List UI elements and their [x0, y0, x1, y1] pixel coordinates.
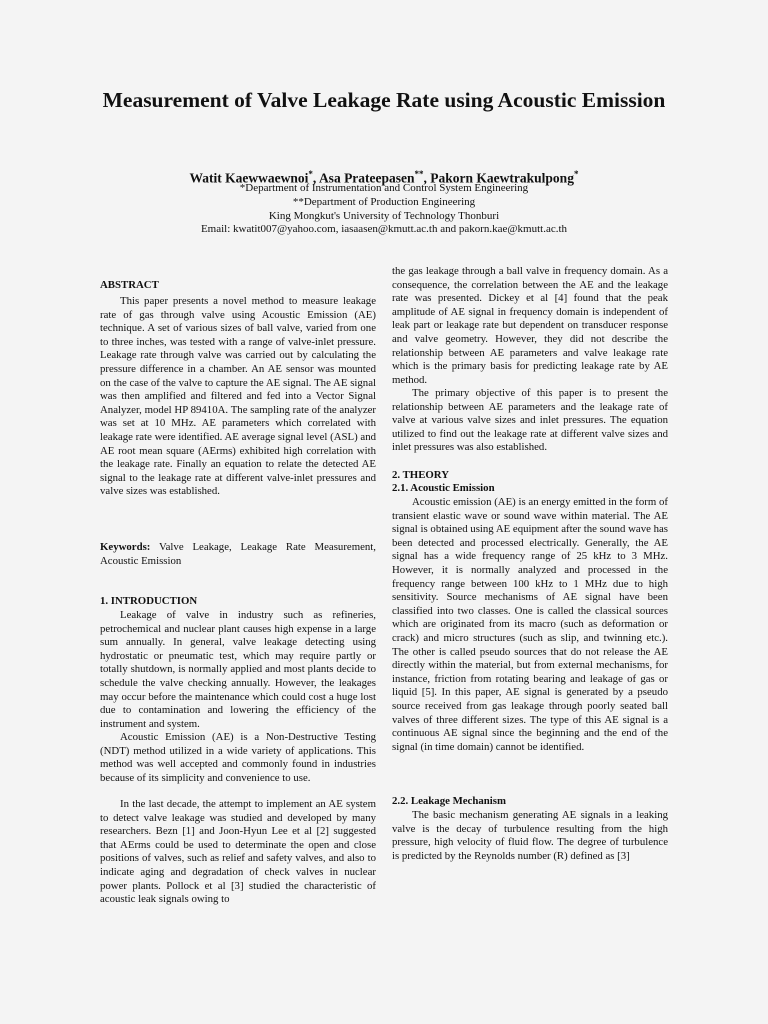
- affiliation-line: *Department of Instrumentation and Control System Engineering: [239, 182, 529, 194]
- affiliation-line: **Department of Production Engineering: [292, 195, 476, 208]
- intro-paragraph-1: Leakage of valve in industry such as refineries, petrochemical and nuclear plant causes high expense in a large sum annually. In general, valve leakage detecting using hydrostatic or pneumatic test, which may require partly or totally shutdown, is normally applied and most plants decide to schedule the valve checking annually. However, the leakages may occur before the maintenance which could cost a huge lost due to contamination and lowering the efficiency of the instrument and system.: [100, 609, 376, 730]
- acoustic-emission-text: Acoustic emission (AE) is an energy emitted in the form of transient elastic wave or sound wave within material. The AE signal is obtained using AE equipment after the sound wave has been detected and processed electrically. Generally, the AE signal has a wide frequency range of 25 kHz to 3 MHz. However, it is normally analyzed and processed in the frequency range between 100 kHz to 1 MHz due to high sensitivity. Source mechanisms of AE signal have been classified into two classes. One is called the classical sources which are originated from its macro (such as deformation or crack) and micro structures (such as slip, and twinning etc.). The other is called pseudo sources that do not release the AE directly within the material, but from external mechanisms, for instance, friction from rotating bearing and leakage of gas or liquid [5]. In this paper, AE signal is generated by a pseudo source received from gas leakage through poorly seated ball valves of three different sizes. The type of this AE signal is a continuous AE signal since the beginning and the end of the signal (in time domain) cannot be identified.: [392, 496, 668, 753]
- author-separator: ,: [312, 170, 319, 186]
- author-mark: *: [573, 169, 579, 179]
- author-name: Asa Prateepasen: [318, 170, 415, 186]
- keywords-label: Keywords:: [100, 541, 151, 553]
- abstract-heading: ABSTRACT: [100, 279, 159, 291]
- keywords-text: Valve Leakage, Leakage Rate Measurement, Acoustic Emission: [100, 541, 376, 567]
- leakage-mechanism-text: The basic mechanism generating AE signals in a leaking valve is the decay of turbulence resulting from the high pressure, high velocity of fluid flow. The degree of turbulence is predicted by the Reynolds number (R) defined as [3]: [392, 809, 668, 862]
- theory-heading: 2. THEORY: [392, 469, 450, 481]
- intro-paragraph-2: Acoustic Emission (AE) is a Non-Destructive Testing (NDT) method utilized in a wide variety of applications. This method was well accepted and commonly found in industries because of its simplicity and convenience to use.: [100, 731, 376, 784]
- abstract-text: This paper presents a novel method to measure leakage rate of gas through valve using Acoustic Emission (AE) technique. A set of various sizes of ball valve, varied from one to three inches, was tested with a range of valve-inlet pressure. Leakage rate through valve was carried out by calculating the pressure difference in a chamber. An AE sensor was mounted on the case of the valve to capture the AE signal. The AE signal was then amplified and filtered and fed into a Vector Signal Analyzer, model HP 89410A. The sampling rate of the analyzer was set at 10 MHz. AE parameters which correlated with leakage rate were identified. AE average signal level (ASL) and AE root mean square (AErms) exhibited high correlation with the leakage rate. Finally an equation to relate the detected AE signal to the leakage rate at different valve-inlet pressures and valve sizes was established.: [100, 295, 376, 498]
- affiliations: [80, 182, 688, 237]
- introduction-heading: 1. INTRODUCTION: [100, 595, 198, 607]
- author-mark: *: [308, 169, 313, 179]
- acoustic-emission-heading: 2.1. Acoustic Emission: [392, 482, 495, 494]
- author-separator: ,: [423, 170, 431, 186]
- paper-title: Measurement of Valve Leakage Rate using Acoustic Emission: [102, 88, 666, 112]
- keywords: [100, 541, 376, 568]
- intro-paragraph-3: In the last decade, the attempt to implement an AE system to detect valve leakage was studied and developed by many researchers. Bezn [1] and Joon-Hyun Lee et al [2] suggested that AErms could be used to determinate the open and close positions of valves, such as relief and safety valves, and also to indicate aging and degradation of check valves in nuclear power plants. Pollock et al [3] studied the characteristic of acoustic leak signals owing to: [100, 798, 376, 906]
- author-name: Watit Kaewwaewnoi: [189, 170, 309, 186]
- email-line: Email: kwatit007@yahoo.com, iasaasen@kmutt.ac.th and pakorn.kae@kmutt.ac.th: [200, 223, 568, 236]
- leakage-mechanism-heading: 2.2. Leakage Mechanism: [392, 795, 506, 807]
- author-name: Pakorn Kaewtrakulpong: [430, 170, 574, 186]
- author-mark: **: [414, 169, 424, 179]
- intro-continued-paragraph: the gas leakage through a ball valve in frequency domain. As a consequence, the correlation between the AE and the leakage rate was presented. Dickey et al [4] found that the peak amplitude of AE signal in frequency domain is independent of leak part or leakage rate but dependent on transducer response and valve geometry. However, they did not describe the relationship between AE parameters and valve leakage rate which is the primary basis for predicting leakage rate by AE method.: [392, 265, 668, 386]
- objective-paragraph: The primary objective of this paper is to present the relationship between AE parameters and the leakage rate of valve at various valve sizes and inlet pressures. The equation utilized to find out the leakage rate at different valve sizes and inlet pressures was also established.: [392, 387, 668, 454]
- affiliation-line: King Mongkut's University of Technology Thonburi: [268, 209, 500, 222]
